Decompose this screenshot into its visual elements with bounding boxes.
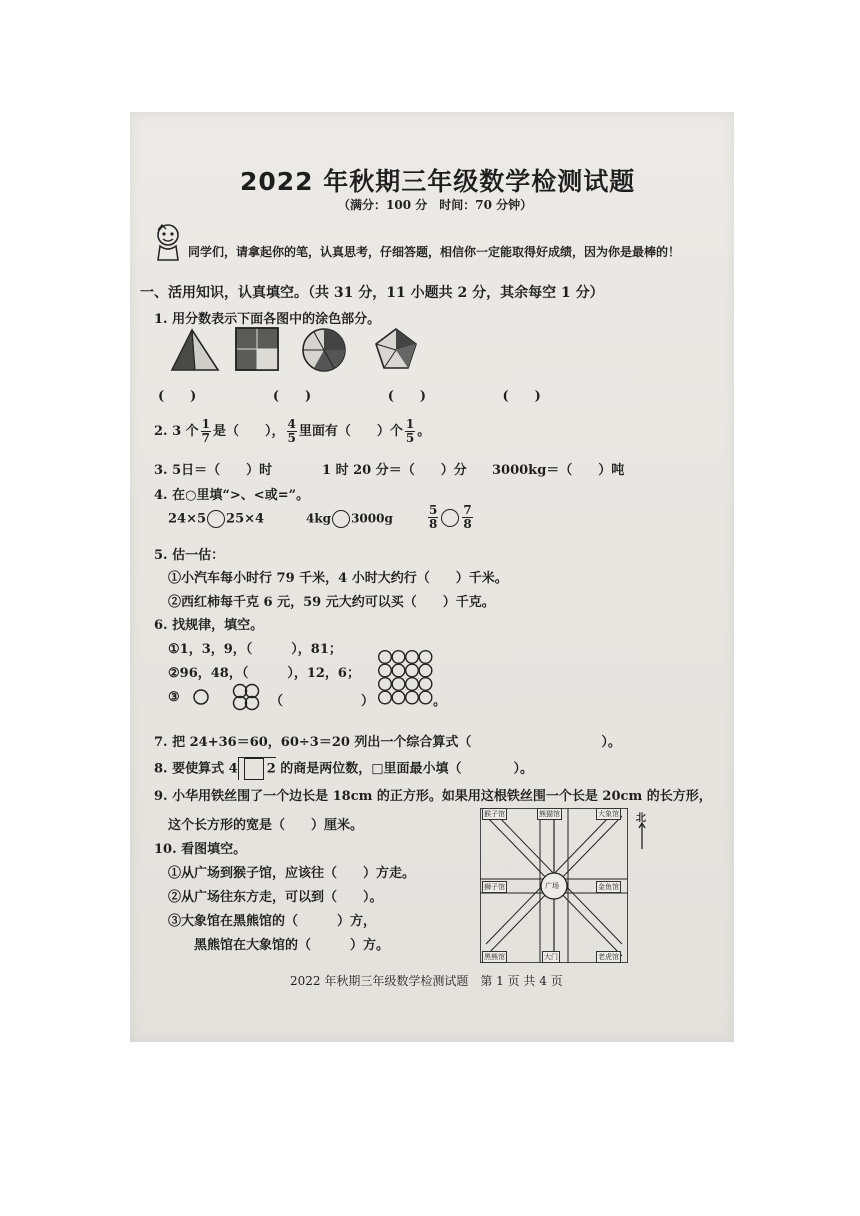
q8-pre: 8. 要使算式: [154, 761, 225, 777]
q10-text: 10. 看图填空。: [154, 842, 247, 857]
map-label-gate: 大门: [544, 953, 558, 961]
q6-b: ②96，48，（ ），12，6；: [168, 666, 360, 681]
q6-text: 6. 找规律，填空。: [154, 618, 264, 633]
q5-b: ②西红柿每千克 6 元，59 元大约可以买（ ）千克。: [168, 595, 495, 610]
q4-text: 4. 在○里填“>、<或=”。: [154, 488, 310, 503]
fraction-1-7: $\frac{1}{7}$: [201, 417, 211, 445]
section-heading: 一、活用知识，认真填空。（共 31 分，11 小题共 2 分，其余每空 1 分）: [140, 285, 604, 301]
grid-circle: [392, 691, 405, 704]
q6-circle-grid: [378, 650, 434, 706]
q4-compare-1: [168, 510, 264, 528]
q7-text: 7. 把 24+36＝60，60÷3＝20 列出一个综合算式（ ）。: [154, 735, 621, 750]
q4-e2-left: 4kg: [306, 511, 332, 526]
page-footer: 2022 年秋期三年级数学检测试题 第 1 页 共 4 页: [290, 974, 563, 988]
q5-text: 5. 估一估：: [154, 548, 225, 563]
exam-paper: [130, 112, 734, 1042]
triangle-figure: [172, 330, 218, 370]
q6-c-blank[interactable]: （ ）: [270, 694, 375, 709]
map-label-lion: 狮子馆: [484, 883, 505, 891]
compare-circle-2[interactable]: [332, 510, 350, 528]
q10-c: ③大象馆在黑熊馆的（ ）方，: [168, 914, 377, 929]
grid-circle: [419, 691, 432, 704]
q8-digit-1: 4: [228, 761, 238, 777]
q1-figures: [170, 326, 430, 376]
map-label-blackbear: 黑熊馆: [484, 953, 505, 961]
q8-digit-2: 2: [266, 761, 276, 777]
grid-circle: [406, 678, 419, 691]
fraction-1-5: $\frac{1}{5}$: [405, 417, 415, 445]
blank-2[interactable]: ( ): [272, 389, 312, 404]
map-label-monkey: 猴子馆: [484, 810, 505, 818]
grid-circle: [379, 678, 392, 691]
q2-mid1: 是（ ），: [213, 424, 285, 439]
fraction-5-8: $\frac{5}{8}$: [429, 503, 438, 531]
exam-subtitle: （满分：100 分 时间：70 分钟）: [338, 198, 533, 212]
q3-b: 1 时 20 分＝（ ）分: [322, 463, 467, 478]
q4-compare-3: [426, 504, 475, 531]
q3-c: 3000kg＝（ ）吨: [492, 463, 625, 478]
map-label-square: 广场: [545, 882, 559, 890]
compare-circle-1[interactable]: [207, 510, 225, 528]
q4-e1-left: 24×5: [168, 511, 207, 527]
q10-d: 黑熊馆在大象馆的（ ）方。: [194, 938, 390, 953]
fraction-7-8: $\frac{7}{8}$: [463, 503, 472, 531]
grid-circle: [419, 651, 432, 664]
circle-figure: [303, 329, 345, 371]
blank-3[interactable]: ( ): [387, 389, 426, 404]
north-label: 北: [636, 813, 646, 824]
q2-pre: 2. 3 个: [154, 424, 199, 439]
grid-circle: [406, 691, 419, 704]
grid-circle: [406, 664, 419, 677]
q6-c-label: ③: [168, 690, 180, 705]
page-title: 2022 年秋期三年级数学检测试题: [240, 167, 636, 196]
blank-4[interactable]: ( ): [502, 389, 541, 404]
q3-a: 3. 5日＝（ ）时: [154, 463, 273, 478]
q1-text: 1. 用分数表示下面各图中的涂色部分。: [154, 312, 381, 327]
q8-post: 的商是两位数，□里面最小填（ ）。: [280, 761, 534, 777]
q1-blanks: [158, 385, 541, 404]
blank-1[interactable]: ( ): [158, 389, 197, 404]
north-arrow-icon: [638, 821, 646, 849]
q10-a: ①从广场到猴子馆，应该往（ ）方走。: [168, 866, 416, 881]
q8-text: [154, 757, 533, 780]
grid-circle: [392, 651, 405, 664]
q5-a: ①小汽车每小时行 79 千米，4 小时大约行（ ）千米。: [168, 571, 508, 586]
q4-compare-2: [306, 510, 393, 528]
q4-e2-right: 3000g: [351, 511, 393, 526]
q9-line1: 9. 小华用铁丝围了一个边长是 18cm 的正方形。如果用这根铁丝围一个长是 20cm 的长方形，: [154, 789, 712, 804]
grid-circle: [419, 664, 432, 677]
q2-end: 。: [417, 424, 431, 439]
q6-c-end: 。: [433, 694, 447, 709]
pentagon-figure: [376, 329, 416, 368]
compare-circle-3[interactable]: [441, 509, 459, 527]
q9-line2: 这个长方形的宽是（ ）厘米。: [168, 818, 364, 833]
square-figure: [236, 328, 278, 370]
mascot-icon: [150, 222, 186, 262]
q8-box[interactable]: [244, 758, 264, 780]
grid-circle: [392, 678, 405, 691]
q6-a: ①1，3，9，（ ），81；: [168, 642, 342, 657]
map-label-panda: 熊猫馆: [539, 810, 560, 818]
zoo-map: [480, 808, 628, 963]
q2-text: [154, 418, 430, 445]
q10-b: ②从广场往东方走，可以到（ ）。: [168, 890, 383, 905]
map-label-tiger: 老虎馆: [598, 953, 619, 961]
map-label-elephant: 大象馆: [598, 810, 619, 818]
q2-mid2: 里面有（ ）个: [298, 424, 403, 439]
grid-circle: [419, 678, 432, 691]
grid-circle: [379, 651, 392, 664]
q4-e1-right: 25×4: [226, 511, 265, 527]
greeting-text: 同学们，请拿起你的笔，认真思考，仔细答题，相信你一定能取得好成绩，因为你是最棒的！: [188, 245, 681, 259]
grid-circle: [379, 664, 392, 677]
grid-circle: [406, 651, 419, 664]
grid-circle: [392, 664, 405, 677]
fraction-4-5: $\frac{4}{5}$: [287, 417, 296, 445]
map-label-goldfish: 金鱼馆: [598, 883, 619, 891]
grid-circle: [379, 691, 392, 704]
